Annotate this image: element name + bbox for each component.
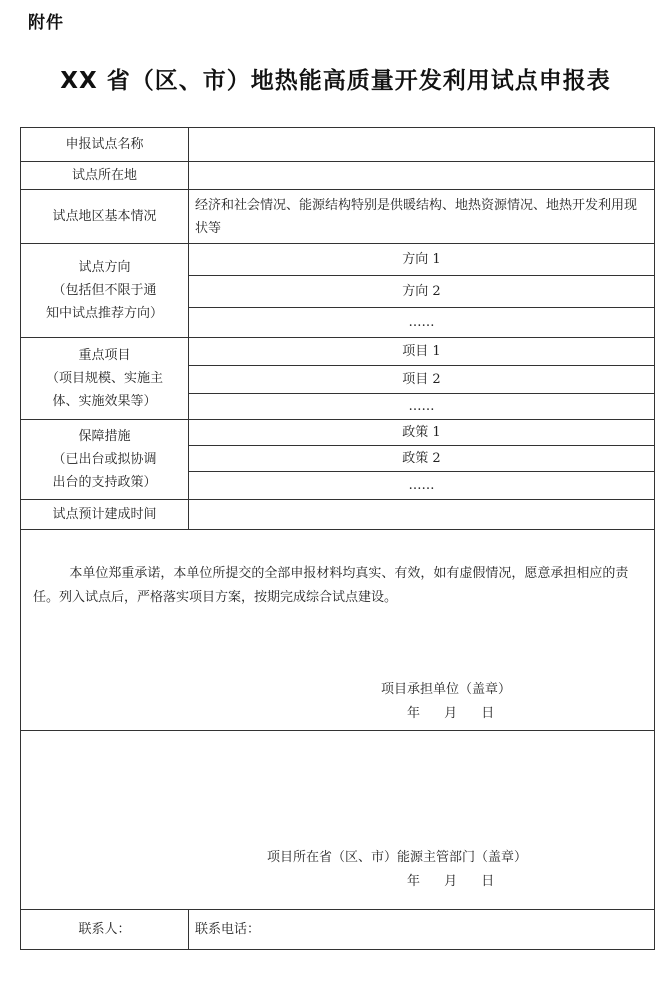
application-form-table (20, 127, 655, 950)
basic-info-field[interactable]: 经济和社会情况、能源结构特别是供暖结构、地热资源情况、地热开发利用现状等 (189, 190, 655, 244)
direction-label-line: （包括但不限于通 (52, 283, 157, 298)
completion-time-label: 试点预计建成时间 (21, 500, 189, 530)
unit-date: 年 月 日 (407, 706, 495, 721)
row-basic-info (21, 190, 655, 244)
project-label-line: 体、实施效果等） (52, 394, 157, 409)
project-label-line: （项目规模、实施主 (45, 371, 163, 386)
attachment-label: 附件 (28, 13, 64, 33)
policy-item[interactable]: 政策 1 (189, 420, 655, 446)
form-title: XX 省（区、市）地热能高质量开发利用试点申报表 (60, 68, 611, 94)
row-pilot-name (21, 128, 655, 162)
row-policy-1 (21, 420, 655, 446)
pledge-block (21, 530, 655, 731)
completion-time-field[interactable] (189, 500, 655, 530)
unit-seal-label: 项目承担单位（盖章） (381, 682, 512, 697)
pilot-name-label: 申报试点名称 (21, 128, 189, 162)
row-direction-1 (21, 244, 655, 276)
policy-label (21, 420, 189, 500)
project-item[interactable]: 项目 1 (189, 338, 655, 366)
row-project-1 (21, 338, 655, 366)
row-department (21, 731, 655, 910)
project-label-line: 重点项目 (78, 348, 131, 363)
direction-label (21, 244, 189, 338)
project-item[interactable]: …… (189, 394, 655, 420)
pilot-name-field[interactable] (189, 128, 655, 162)
row-pilot-location (21, 162, 655, 190)
pledge-text: 本单位郑重承诺，本单位所提交的全部申报材料均真实、有效，如有虚假情况，愿意承担相应的责任。列入试点后，严格落实项目方案，按期完成综合试点建设。 (33, 566, 629, 605)
direction-item[interactable]: 方向 2 (189, 276, 655, 308)
row-completion-time (21, 500, 655, 530)
project-label (21, 338, 189, 420)
policy-label-line: 出台的支持政策） (52, 475, 157, 490)
direction-item[interactable]: 方向 1 (189, 244, 655, 276)
department-date: 年 月 日 (407, 874, 495, 889)
contact-person-label[interactable]: 联系人： (21, 910, 189, 950)
department-seal-label: 项目所在省（区、市）能源主管部门（盖章） (267, 850, 528, 865)
pilot-location-field[interactable] (189, 162, 655, 190)
basic-info-label: 试点地区基本情况 (21, 190, 189, 244)
row-contact (21, 910, 655, 950)
policy-item[interactable]: 政策 2 (189, 446, 655, 472)
direction-item[interactable]: …… (189, 308, 655, 338)
row-pledge (21, 530, 655, 731)
direction-label-line: 知中试点推荐方向） (45, 306, 163, 321)
department-block (21, 731, 655, 910)
policy-item[interactable]: …… (189, 472, 655, 500)
pilot-location-label: 试点所在地 (21, 162, 189, 190)
contact-phone-label[interactable]: 联系电话： (189, 910, 655, 950)
policy-label-line: （已出台或拟协调 (52, 452, 157, 467)
policy-label-line: 保障措施 (78, 429, 131, 444)
direction-label-line: 试点方向 (78, 260, 131, 275)
project-item[interactable]: 项目 2 (189, 366, 655, 394)
